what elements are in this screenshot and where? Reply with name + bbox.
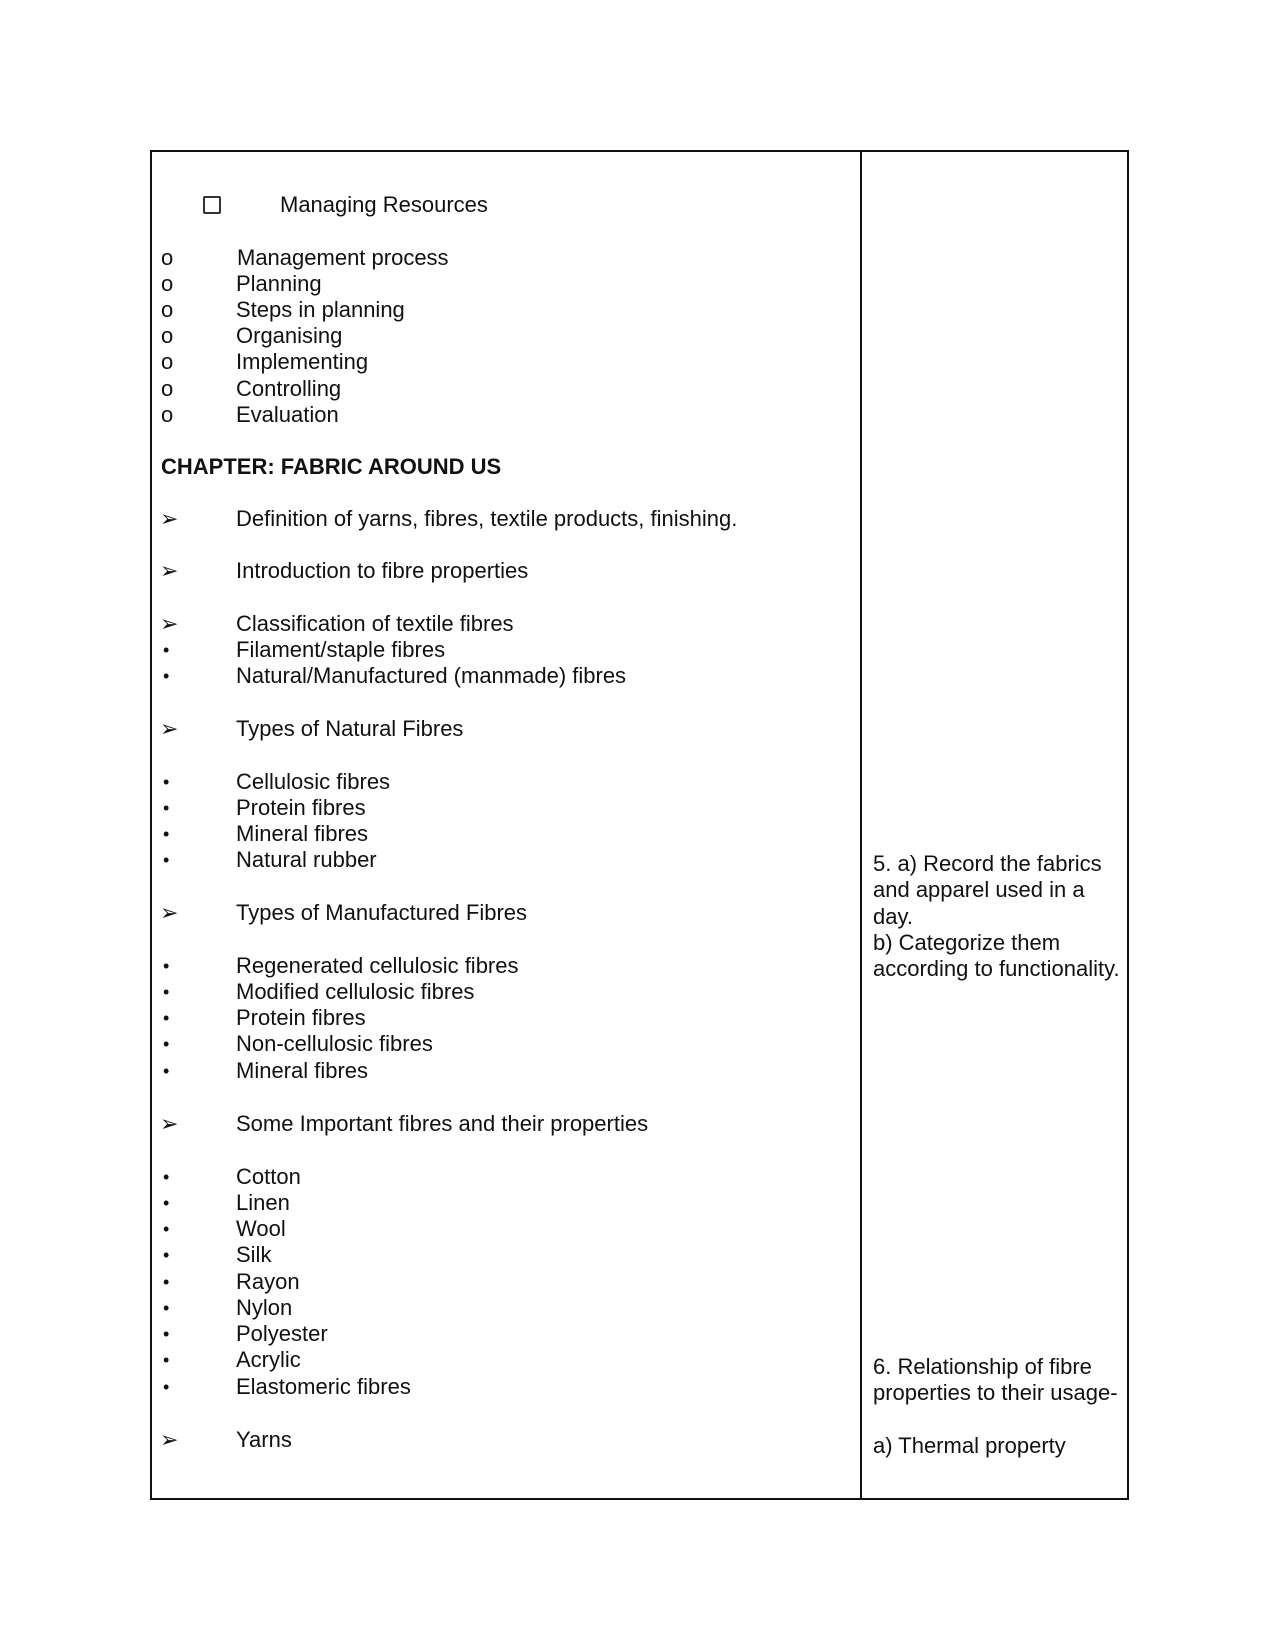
list-marker: o	[161, 323, 174, 348]
activity-text: 5. a) Record the fabrics and apparel used in a day. b) Categorize them according to functionality.	[873, 851, 1120, 982]
bullet-icon: •	[163, 1167, 170, 1187]
bullet-icon: •	[163, 1193, 170, 1213]
list-item: Elastomeric fibres	[236, 1374, 411, 1399]
topic-heading: Types of Manufactured Fibres	[236, 900, 528, 925]
list-item: Natural rubber	[236, 847, 377, 872]
list-item: Steps in planning	[236, 297, 405, 322]
topic-heading: Definition of yarns, fibres, textile products, finishing.	[236, 506, 738, 531]
topic-heading: Types of Natural Fibres	[236, 716, 464, 741]
bullet-icon: •	[163, 1008, 170, 1028]
bullet-icon: •	[163, 982, 170, 1002]
column-divider	[860, 150, 862, 1500]
bullet-icon: •	[163, 1324, 170, 1344]
chapter-title: CHAPTER: FABRIC AROUND US	[161, 454, 502, 479]
topic-heading: Introduction to fibre properties	[236, 558, 529, 583]
list-item: Organising	[236, 323, 343, 348]
bullet-icon: •	[163, 1377, 170, 1397]
list-item: Evaluation	[236, 402, 339, 427]
bullet-icon: •	[163, 1034, 170, 1054]
list-item: Linen	[236, 1190, 290, 1215]
bullet-icon: •	[163, 640, 170, 660]
arrow-bullet-icon: ➢	[160, 611, 179, 636]
list-item: Rayon	[236, 1269, 300, 1294]
list-marker: o	[161, 297, 174, 322]
list-item: Mineral fibres	[236, 821, 369, 846]
arrow-bullet-icon: ➢	[160, 716, 179, 741]
bullet-icon: •	[163, 824, 170, 844]
bullet-icon: •	[163, 1298, 170, 1318]
list-item: Polyester	[236, 1321, 328, 1346]
bullet-icon: •	[163, 956, 170, 976]
list-item: Natural/Manufactured (manmade) fibres	[236, 663, 627, 688]
topic-heading: Some Important fibres and their properties	[236, 1111, 649, 1136]
activity-text: 6. Relationship of fibre properties to their usage- a) Thermal property	[873, 1354, 1118, 1458]
arrow-bullet-icon: ➢	[160, 558, 179, 583]
list-item: Cellulosic fibres	[236, 769, 391, 794]
list-marker: o	[161, 402, 174, 427]
list-marker: o	[161, 376, 174, 401]
list-marker: o	[161, 271, 174, 296]
bullet-icon: •	[163, 1272, 170, 1292]
checkbox-icon	[203, 196, 221, 214]
topic-heading: Yarns	[236, 1427, 292, 1452]
arrow-bullet-icon: ➢	[160, 900, 179, 925]
bullet-icon: •	[163, 1061, 170, 1081]
bullet-icon: •	[163, 772, 170, 792]
list-item: Wool	[236, 1216, 286, 1241]
section-title: Managing Resources	[280, 192, 488, 217]
list-item: Implementing	[236, 349, 369, 374]
bullet-icon: •	[163, 1219, 170, 1239]
bullet-icon: •	[163, 1245, 170, 1265]
list-item: Mineral fibres	[236, 1058, 369, 1083]
list-item: Modified cellulosic fibres	[236, 979, 475, 1004]
bullet-icon: •	[163, 1350, 170, 1370]
list-item: Management process	[237, 245, 449, 270]
list-item: Filament/staple fibres	[236, 637, 446, 662]
list-item: Acrylic	[236, 1347, 301, 1372]
topic-heading: Classification of textile fibres	[236, 611, 514, 636]
arrow-bullet-icon: ➢	[160, 1111, 179, 1136]
list-item: Cotton	[236, 1164, 301, 1189]
list-item: Controlling	[236, 376, 342, 401]
list-item: Nylon	[236, 1295, 293, 1320]
list-item: Planning	[236, 271, 322, 296]
list-item: Protein fibres	[236, 1005, 366, 1030]
list-item: Non-cellulosic fibres	[236, 1031, 433, 1056]
list-marker: o	[161, 349, 174, 374]
bullet-icon: •	[163, 798, 170, 818]
list-item: Regenerated cellulosic fibres	[236, 953, 519, 978]
arrow-bullet-icon: ➢	[160, 506, 179, 531]
list-marker: o	[161, 245, 174, 270]
bullet-icon: •	[163, 850, 170, 870]
list-item: Protein fibres	[236, 795, 366, 820]
arrow-bullet-icon: ➢	[160, 1427, 179, 1452]
bullet-icon: •	[163, 666, 170, 686]
list-item: Silk	[236, 1242, 272, 1267]
